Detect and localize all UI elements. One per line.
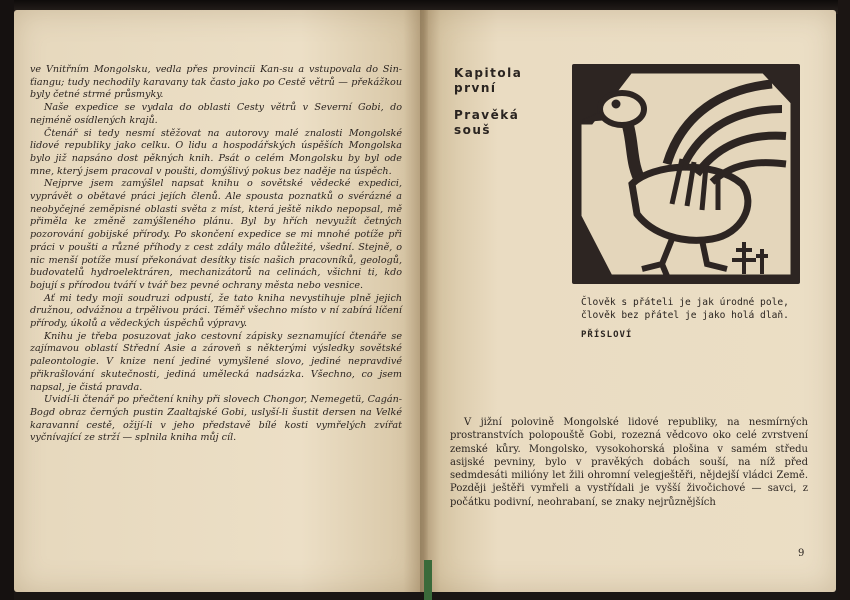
- chapter-label: Kapitola první: [454, 66, 523, 95]
- woodcut-illustration: [572, 64, 800, 284]
- paragraph: Knihu je třeba posuzovat jako cestovní zápisky seznamující čtenáře se zajímavou oblastí Střední Asie a zároveň s některými výsledky sovětské paleontologie. V knize není jediné vymyšlené slovo, jediné nepravdivé přikrašlování skutečnosti, jediná umělecká nadsázka. Všechno, co jsem napsal, je čistá pravda.: [30, 330, 402, 393]
- left-page-text: [30, 64, 402, 445]
- paragraph: Naše expedice se vydala do oblasti Cesty větrů v Severní Gobi, do nejméně osídlených krajů.: [30, 102, 402, 126]
- book-cover-left: [0, 0, 14, 600]
- chapter-title: Pravěká souš: [454, 108, 520, 137]
- book-cover-right: [838, 0, 850, 600]
- chapter-heading: [454, 66, 554, 138]
- paragraph: Nejprve jsem zamýšlel napsat knihu o sovětské vědecké expedici, vyprávět o obětavé práci jejích členů. Ale spousta poznatků o svérázné a neobyčejné zeměpisné oblasti světa z míst, která ještě nikdo nepopsal, mě přiměla ke změně zamýšleného plánu. Byl by hřích nevyužít četných pozorování gobijské přírody. Po skončení expedice se mi mnohé potíže při práci v poušti a různé příhody z cest zdály málo důležité, všední. Stejně, o nic menší potíže musí překonávat desítky tisíc našich pracovníků, geologů, budovatelů hydroelektráren, mechanizátorů na celinách, všichni ti, kdo bojují s přírodou tváří v tvář bez pevné ochrany města nebo vesnice.: [30, 178, 402, 291]
- right-page-text: [450, 416, 808, 509]
- book-gutter: [420, 10, 428, 592]
- paragraph: Ať mi tedy moji soudruzi odpustí, že tato kniha nevystihuje plně jejich družnou, odvážnou a trpělivou práci. Téměř všechno místo v ní zabírá líčení přírody, úkolů a vědeckých úspěchů výpravy.: [30, 292, 402, 330]
- page-number: 9: [798, 548, 805, 559]
- paragraph: V jižní polovině Mongolské lidové republiky, na nesmírných prostranstvích polopouště Gobi, rozezná vědcovo oko celé zvrstvení zemské kůry. Mongolsko, vysokohorská plošina v samém středu asijské pevniny, bylo v pravěkých dobách souší, na níž před sedmdesáti milióny let žili ohromní velegještěři, nějdejší vládci Země. Později ještěři vymřeli a vystřídali je vyšší živočichové — savci, z počátku podivní, neohrabaní, se znaky nejrůznějších: [450, 417, 808, 508]
- epigraph-line: Člověk s přáteli je jak úrodné pole,: [581, 297, 789, 308]
- epigraph-line: člověk bez přátel je jako holá dlaň.: [581, 310, 789, 321]
- woodcut-bird-icon: [572, 64, 800, 284]
- bookmark-ribbon: [424, 560, 432, 600]
- paragraph: Uvidí-li čtenář po přečtení knihy při slovech Chongor, Nemegetü, Cagán-Bogd obraz černých pustin Zaaltajské Gobi, uslyší-li šustit dersen na Velké karavanní cestě, ožijí-li v jeho představě bílé kosti vymřelých zvířat vyčnívající ze strží — splnila kniha můj cíl.: [30, 394, 402, 444]
- paragraph: Čtenář si tedy nesmí stěžovat na autorovy malé znalosti Mongolské lidové republiky jako celku. O lidu a hospodářských úspěších Mongolska bylo již napsáno dost pěkných knih. Psát o celém Mongolsku by byl ode mne, který jsem pracoval v poušti, domýšlivý pokus bez naděje na úspěch.: [30, 127, 402, 177]
- epigraph: [581, 296, 821, 342]
- epigraph-source: PŘÍSLOVÍ: [581, 330, 633, 340]
- paragraph: ve Vnitřním Mongolsku, vedla přes provincii Kan-su a vstupovala do Sin-ťiangu; tudy nechodily karavany tak často jako po Cestě větrů — překážkou byly četné strmé průsmyky.: [30, 64, 402, 101]
